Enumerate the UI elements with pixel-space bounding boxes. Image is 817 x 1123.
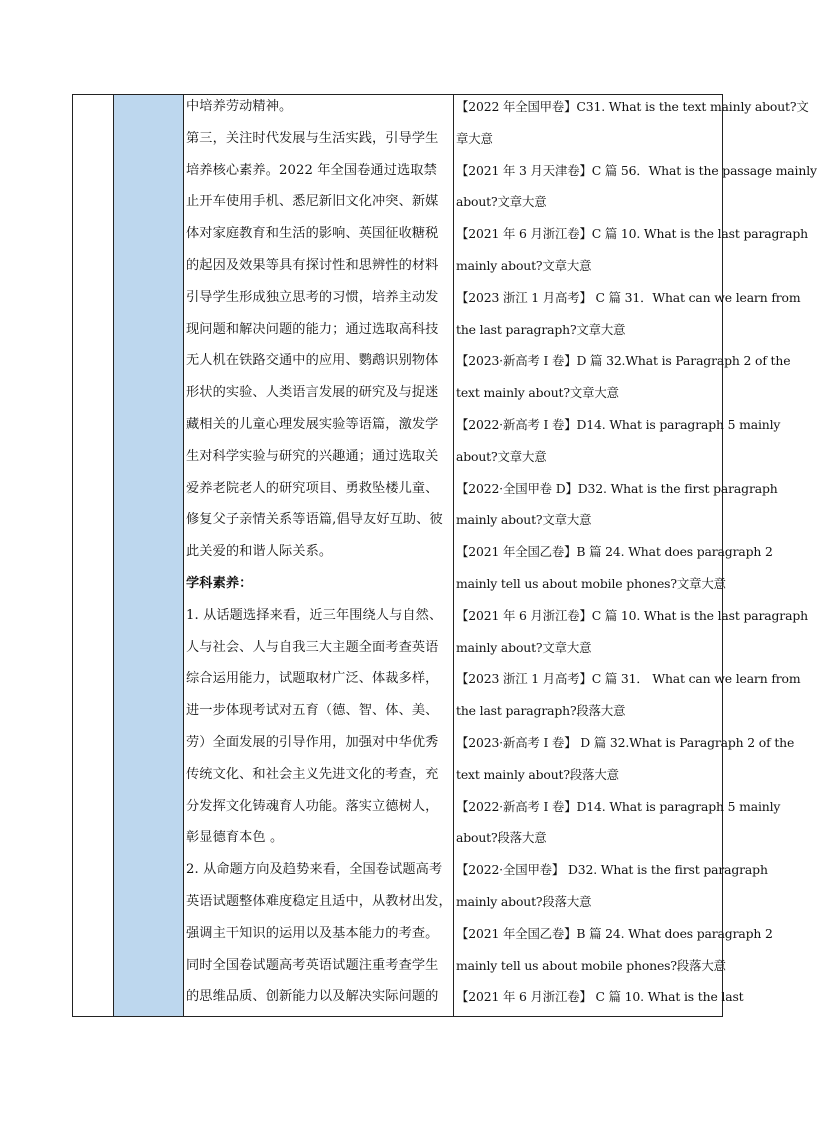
analysis-text-line: 传统文化、和社会主义先进文化的考查，充: [186, 766, 439, 782]
analysis-text-line: 2. 从命题方向及趋势来看，全国卷试题高考: [186, 862, 443, 878]
exam-question-line: mainly about?文章大意: [456, 639, 592, 655]
analysis-text-line: 进一步体现考试对五育（德、智、体、美、: [186, 703, 439, 719]
analysis-text-line: 彰显德育本色 。: [186, 830, 284, 846]
analysis-text-line: 1. 从话题选择来看，近三年围绕人与自然、: [186, 607, 443, 623]
exam-question-line: mainly about?段落大意: [456, 894, 592, 909]
exam-question-line: 【2022·新高考 I 卷】D14. What is paragraph 5 mainly: [456, 798, 781, 814]
exam-question-line: 【2021 年 3 月天津卷】C 篇 56．What is the passage mainly: [456, 162, 817, 178]
exam-question-line: mainly about?文章大意: [456, 512, 592, 528]
analysis-text-line: 分发挥文化铸魂育人功能。落实立德树人，: [186, 798, 439, 814]
exam-question-line: text mainly about?段落大意: [456, 766, 619, 782]
exam-question-line: 【2023 浙江 1 月高考】C 篇 31． What can we learn from: [456, 671, 801, 687]
analysis-text-line: 生对科学实验与研究的兴趣通；通过选取关: [186, 448, 439, 464]
exam-question-line: 【2022·全国甲卷 D】D32. What is the first paragraph: [456, 480, 778, 496]
analysis-text-line: 劳）全面发展的引导作用，加强对中华优秀: [186, 735, 439, 750]
analysis-text-line: 第三，关注时代发展与生活实践，引导学生: [186, 130, 439, 146]
analysis-text-line: 藏相关的儿童心理发展实验等语篇，激发学: [186, 417, 439, 432]
table-analysis-column: [184, 95, 454, 1016]
exam-question-line: 【2022 年全国甲卷】C31. What is the text mainly about?文: [456, 99, 809, 114]
analysis-text-line: 人与社会、人与自我三大主题全面考查英语: [186, 639, 439, 655]
exam-question-line: mainly tell us about mobile phones?段落大意: [456, 957, 726, 973]
analysis-text-line: 同时全国卷试题高考英语试题注重考查学生: [186, 957, 439, 973]
analysis-text-line: 爱养老院老人的研究项目、勇救坠楼儿童、: [186, 480, 439, 496]
exam-question-line: 【2021 年 6 月浙江卷】C 篇 10. What is the last paragraph: [456, 607, 808, 623]
exam-question-line: 【2023·新高考 I 卷】 D 篇 32.What is Paragraph 2 of the: [456, 735, 795, 750]
analysis-text-line: 修复父子亲情关系等语篇,倡导友好互助、彼: [186, 512, 443, 528]
exam-question-line: mainly about?文章大意: [456, 258, 592, 273]
exam-question-line: mainly tell us about mobile phones?文章大意: [456, 576, 726, 591]
exam-question-line: 【2023·新高考 I 卷】D 篇 32.What is Paragraph 2 of the: [456, 353, 791, 369]
analysis-text-line: 的思维品质、创新能力以及解决实际问题的: [186, 989, 439, 1005]
exam-question-line: about?文章大意: [456, 194, 547, 210]
analysis-text-line: 的起因及效果等具有探讨性和思辨性的材料: [186, 258, 439, 273]
analysis-text-line: 引导学生形成独立思考的习惯，培养主动发: [186, 289, 439, 305]
exam-question-line: 【2021 年 6 月浙江卷】C 篇 10. What is the last paragraph: [456, 226, 808, 242]
analysis-text-line: 止开车使用手机、悉尼新旧文化冲突、新媒: [186, 194, 439, 210]
analysis-text-line: 无人机在铁路交通中的应用、鹦鹉识别物体: [186, 353, 439, 369]
exam-question-line: the last paragraph?段落大意: [456, 703, 626, 719]
table-empty-column: [73, 95, 114, 1016]
exam-question-line: text mainly about?文章大意: [456, 385, 619, 401]
analysis-text-line: 此关爱的和谐人际关系。: [186, 544, 333, 560]
analysis-text-line: 形状的实验、人类语言发展的研究及与捉迷: [186, 385, 439, 401]
table-examples-column: [454, 95, 817, 1016]
table-category-column: [114, 95, 184, 1016]
analysis-text-line: 现问题和解决问题的能力；通过选取高科技: [186, 321, 439, 337]
exam-question-line: the last paragraph?文章大意: [456, 321, 626, 337]
analysis-text-line: 体对家庭教育和生活的影响、英国征收糖税: [186, 226, 439, 242]
exam-question-line: 【2021 年全国乙卷】B 篇 24. What does paragraph 2: [456, 544, 773, 560]
analysis-text-line: 强调主干知识的运用以及基本能力的考查。: [186, 925, 439, 941]
exam-question-line: 【2022·全国甲卷】 D32. What is the first paragraph: [456, 862, 768, 878]
analysis-text-line: 英语试题整体难度稳定且适中，从教材出发，: [186, 894, 452, 909]
exam-question-line: 【2021 年 6 月浙江卷】 C 篇 10. What is the last: [456, 989, 744, 1005]
content-table: [72, 94, 817, 1017]
section-heading: 学科素养：: [186, 576, 253, 591]
exam-question-line: 【2023 浙江 1 月高考】 C 篇 31．What can we learn from: [456, 289, 801, 305]
exam-question-line: 【2021 年全国乙卷】B 篇 24. What does paragraph 2: [456, 925, 773, 941]
analysis-text-line: 培养核心素养。2022 年全国卷通过选取禁: [186, 162, 437, 178]
exam-question-line: about?文章大意: [456, 448, 547, 464]
analysis-text-line: 中培养劳动精神。: [186, 99, 293, 114]
exam-question-line: 章大意: [456, 130, 493, 146]
analysis-text-line: 综合运用能力，试题取材广泛、体裁多样，: [186, 671, 439, 687]
exam-question-line: 【2022·新高考 I 卷】D14. What is paragraph 5 mainly: [456, 417, 781, 432]
exam-question-line: about?段落大意: [456, 830, 547, 846]
